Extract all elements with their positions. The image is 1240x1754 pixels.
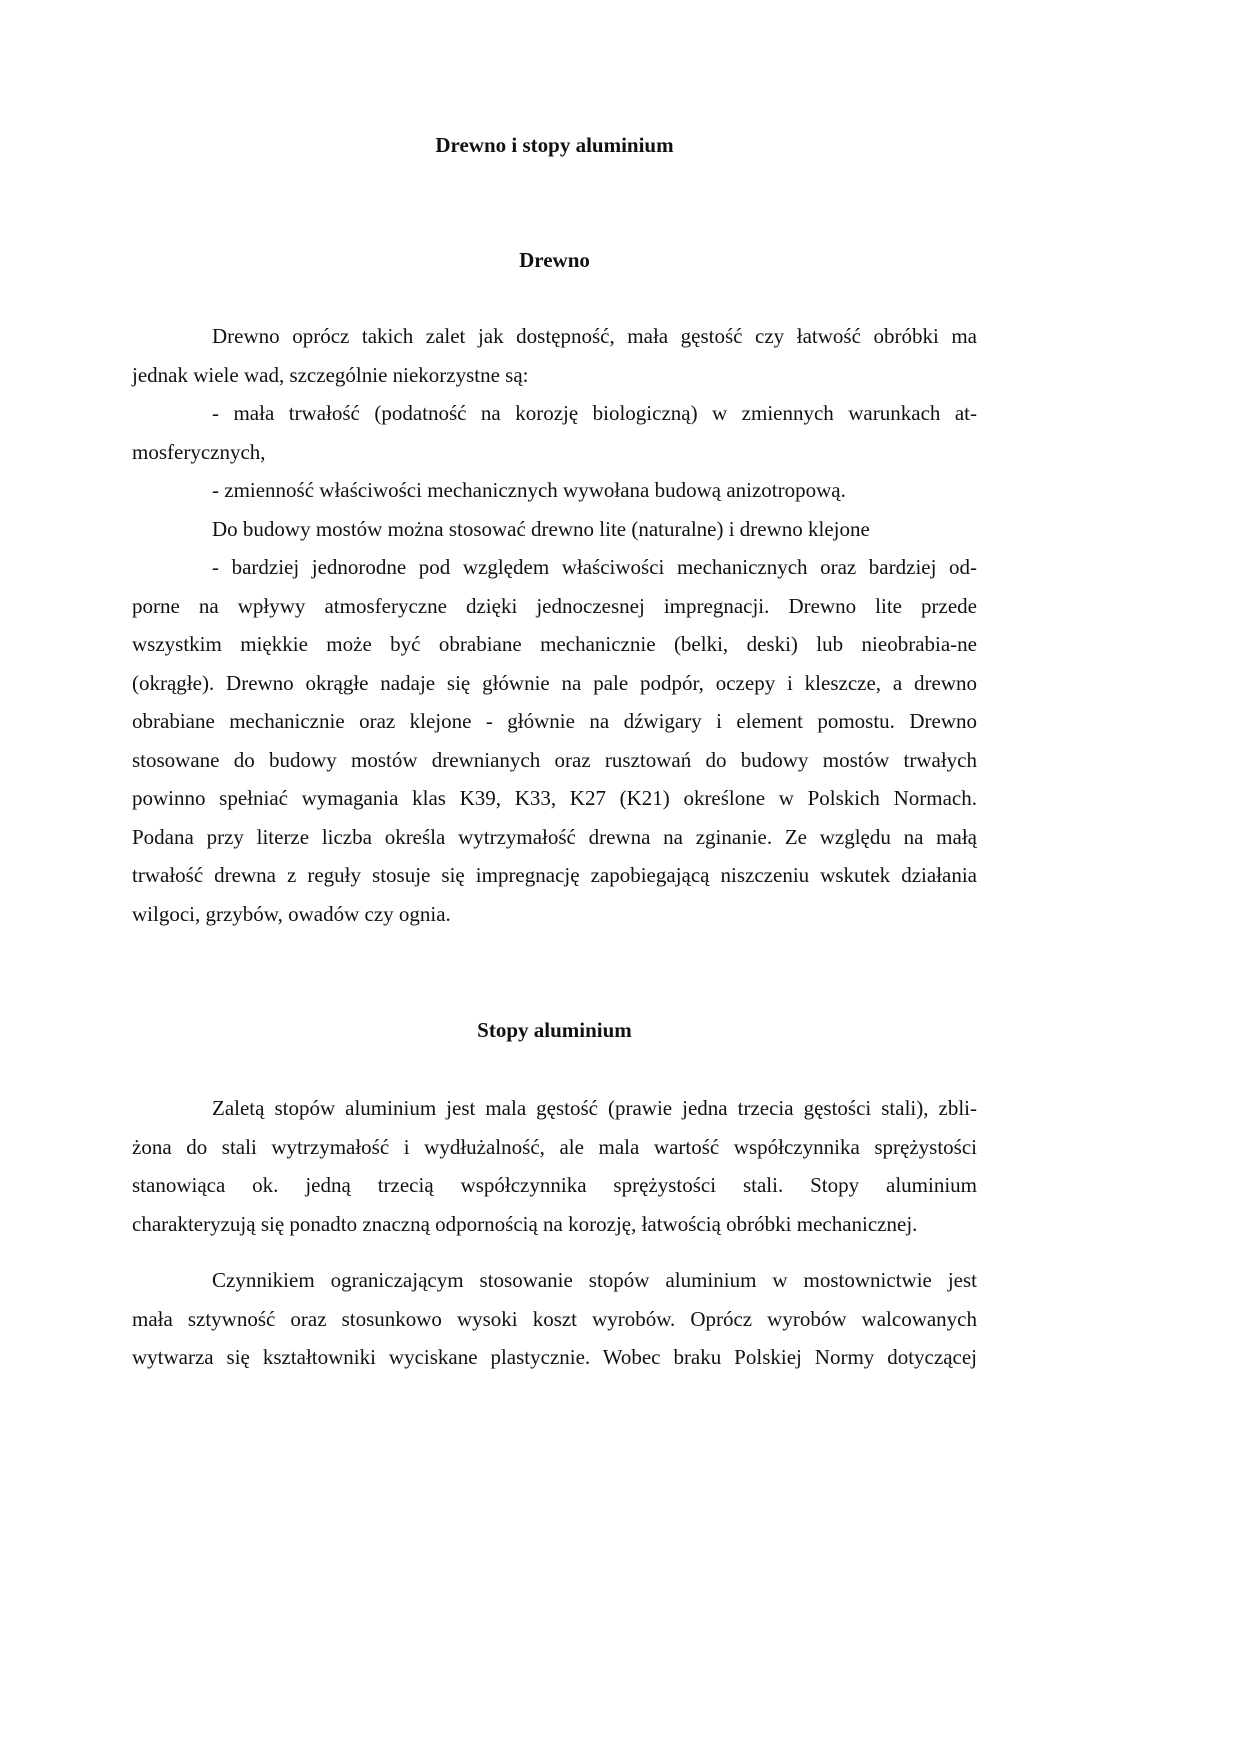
section-heading-stopy-aluminium: Stopy aluminium	[477, 1018, 632, 1042]
text-line: Czynnikiem ograniczającym stosowanie stopów aluminium w mostownictwie jest	[212, 1268, 977, 1292]
text-line: Do budowy mostów można stosować drewno lite (naturalne) i drewno klejone	[212, 516, 870, 541]
text-line: - zmienność właściwości mechanicznych wywołana budową anizotropową.	[212, 478, 846, 502]
text-line: wilgoci, grzybów, owadów czy ognia.	[132, 901, 451, 926]
text-line: mała sztywność oraz stosunkowo wysoki koszt wyrobów. Oprócz wyrobów walcowanych	[132, 1306, 977, 1331]
text-line: wszystkim miękkie może być obrabiane mechanicznie (belki, deski) lub nieobrabia-ne	[132, 632, 977, 656]
text-line: wytwarza się kształtowniki wyciskane plastycznie. Wobec braku Polskiej Normy dotyczącej	[132, 1345, 977, 1369]
document-title: Drewno i stopy aluminium	[435, 133, 674, 157]
text-line: stosowane do budowy mostów drewnianych oraz rusztowań do budowy mostów trwałych	[132, 747, 977, 772]
text-line: powinno spełniać wymagania klas K39, K33, K27 (K21) określone w Polskich Normach.	[132, 786, 977, 810]
text-line: mosferycznych,	[132, 439, 266, 464]
text-line: Drewno oprócz takich zalet jak dostępność, mała gęstość czy łatwość obróbki ma	[212, 324, 977, 348]
text-line: (okrągłe). Drewno okrągłe nadaje się głównie na pale podpór, oczepy i kleszcze, a drewno	[132, 670, 977, 695]
text-line: jednak wiele wad, szczególnie niekorzystne są:	[132, 362, 529, 387]
text-line: charakteryzują się ponadto znaczną odpornością na korozję, łatwością obróbki mechanicznej.	[132, 1211, 918, 1236]
text-line: Zaletą stopów aluminium jest mala gęstość (prawie jedna trzecia gęstości stali), zbli-	[212, 1096, 977, 1120]
text-line: żona do stali wytrzymałość i wydłużalność, ale mala wartość współczynnika sprężystości	[132, 1134, 977, 1159]
text-line: trwałość drewna z reguły stosuje się impregnację zapobiegającą niszczeniu wskutek działania	[132, 863, 977, 887]
text-line: Podana przy literze liczba określa wytrzymałość drewna na zginanie. Ze względu na małą	[132, 824, 977, 849]
text-line: - bardziej jednorodne pod względem właściwości mechanicznych oraz bardziej od-	[212, 555, 977, 579]
text-line: stanowiąca ok. jedną trzecią współczynnika sprężystości stali. Stopy aluminium	[132, 1173, 977, 1197]
text-line: porne na wpływy atmosferyczne dzięki jednoczesnej impregnacji. Drewno lite przede	[132, 593, 977, 618]
text-line: - mała trwałość (podatność na korozję biologiczną) w zmiennych warunkach at-	[212, 401, 977, 425]
text-line: obrabiane mechanicznie oraz klejone - głównie na dźwigary i element pomostu. Drewno	[132, 709, 977, 733]
section-heading-drewno: Drewno	[519, 248, 590, 272]
